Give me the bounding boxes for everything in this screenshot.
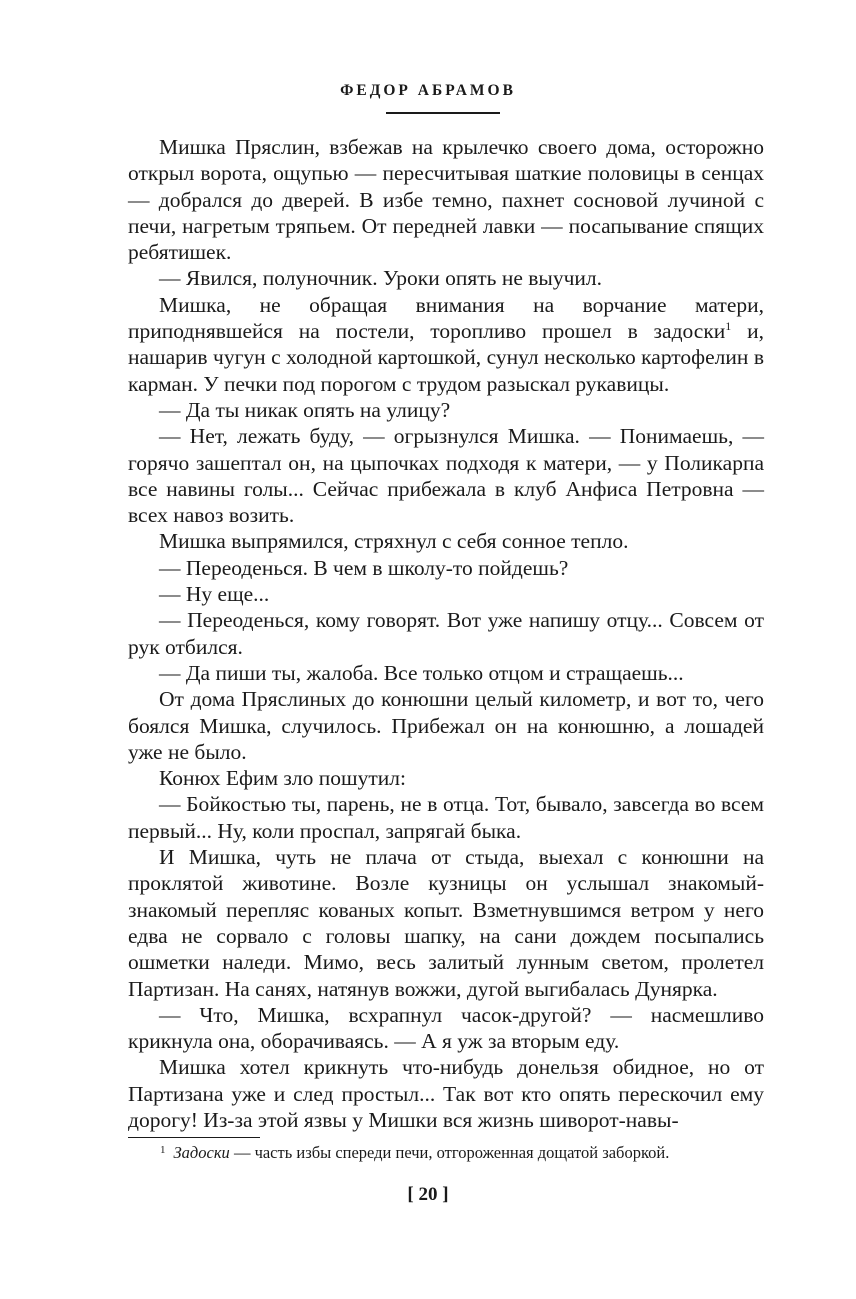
paragraph: — Переоденься, кому говорят. Вот уже напишу отцу... Совсем от рук отбился.	[128, 608, 764, 659]
paragraph: Конюх Ефим зло пошутил:	[159, 766, 406, 791]
author-name: ФЕДОР АБРАМОВ	[340, 82, 516, 99]
footnote-term: Задоски	[173, 1143, 230, 1162]
paragraph: От дома Пряслиных до конюшни целый километр, и вот то, чего боялся Мишка, случилось. Прибежал он на конюшню, а лошадей уже не было.	[128, 687, 764, 764]
footnote	[160, 1143, 770, 1163]
paragraph: И Мишка, чуть не плача от стыда, выехал с конюшни на проклятой животине. Возле кузницы он услышал знакомый-знакомый перепляс кованых копыт. Взметнувшимся ветром у него едва не сорвало с головы шапку, на сани дождем посыпались ошметки наледи. Мимо, весь залитый лунным светом, пролетел Партизан. На санях, натянув вожжи, дугой выгибалась Дунярка.	[128, 845, 764, 1001]
page-number: [ 20 ]	[407, 1184, 449, 1205]
footnote-rule	[128, 1137, 260, 1138]
paragraph: — Что, Мишка, всхрапнул часок-другой? — насмешливо крикнула она, оборачиваясь. — А я уж за вторым еду.	[128, 1002, 764, 1054]
paragraph: — Ну еще...	[159, 582, 270, 607]
running-header	[0, 82, 856, 100]
paragraph: Мишка выпрямился, стряхнул с себя сонное тепло.	[159, 529, 629, 554]
paragraph: — Переоденься. В чем в школу-то пойдешь?	[159, 555, 569, 580]
paragraph-with-footnote	[128, 292, 764, 397]
paragraph: — Да пиши ты, жалоба. Все только отцом и стращаешь...	[159, 660, 684, 685]
paragraph: — Да ты никак опять на улицу?	[159, 397, 451, 422]
paragraph: — Явился, полуночник. Уроки опять не выучил.	[159, 266, 603, 291]
footnote-marker: 1	[725, 319, 732, 334]
header-rule	[386, 112, 500, 114]
paragraph: Мишка хотел крикнуть что-нибудь донельзя обидное, но от Партизана уже и след простыл... Так вот кто опять перескочил ему дорогу! Из-за этой язвы у Мишки вся жизнь шиворот-навы-	[128, 1055, 764, 1132]
paragraph: — Нет, лежать буду, — огрызнулся Мишка. — Понимаешь, — горячо зашептал он, на цыпочках подходя к матери, — у Поликарпа все навины голы... Сейчас прибежала в клуб Анфиса Петровна — всех навоз возить.	[128, 424, 764, 528]
paragraph: Мишка Пряслин, взбежав на крылечко своего дома, осторожно открыл ворота, ощупью — пересчитывая шаткие половицы в сенцах — добрался до дверей. В избе темно, пахнет сосновой лучиной с печи, нагретым тряпьем. От передней лавки — посапывание спящих ребятишек.	[128, 135, 764, 265]
body-text	[128, 134, 764, 1133]
footnote-number: 1	[160, 1144, 166, 1156]
footnote-text: — часть избы спереди печи, отгороженная дощатой заборкой.	[229, 1143, 670, 1162]
paragraph-part: Мишка, не обращая внимания на ворчание матери, приподнявшейся на постели, торопливо прошел в задоски	[128, 292, 764, 344]
paragraph-part: и, нашарив чугун с холодной картошкой, сунул несколько картофелин в карман. У печки под порогом с трудом разыскал рукавицы.	[128, 319, 764, 396]
paragraph: — Бойкостью ты, парень, не в отца. Тот, бывало, завсегда во всем первый... Ну, коли проспал, запрягай быка.	[128, 792, 764, 843]
